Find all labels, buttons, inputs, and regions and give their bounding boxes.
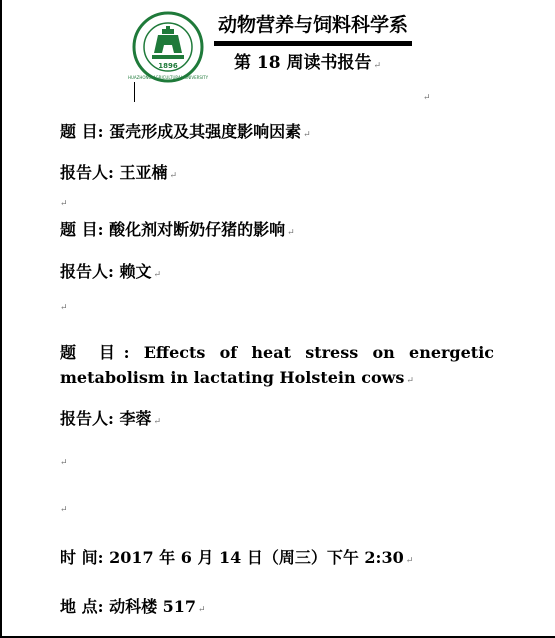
- talk3-presenter: 李蓉: [119, 409, 152, 428]
- time-label: 时 间:: [60, 548, 104, 567]
- paragraph-mark: ↵: [60, 303, 68, 313]
- talk2-title-label: 题 目:: [60, 220, 104, 239]
- talk2-presenter: 赖文: [119, 262, 152, 281]
- talk2-title-line: 题 目: 酸化剂对断奶仔猪的影响 ↵: [60, 220, 295, 239]
- talk3-presenter-line: 报告人: 李蓉 ↵: [60, 409, 162, 428]
- report-title: 第 18 周读书报告 ↵: [234, 53, 382, 73]
- talk3-title-line1: [60, 340, 494, 363]
- department-name: 动物营养与饲料科学系: [218, 14, 409, 36]
- time-line: 时 间: 2017 年 6 月 14 日（周三）下午 2:30 ↵: [60, 548, 414, 567]
- talk1-title-line: 题 目: 蛋壳形成及其强度影响因素 ↵: [60, 122, 311, 141]
- talk3-title-part2: metabolism in lactating Holstein cows: [60, 368, 405, 387]
- talk3-presenter-label: 报告人:: [60, 409, 114, 428]
- talk2-presenter-line: 报告人: 赖文 ↵: [60, 262, 162, 281]
- talk1-presenter-line: 报告人: 王亚楠 ↵: [60, 163, 178, 182]
- talk3-title-label: 题 目:: [60, 343, 130, 362]
- paragraph-mark: ↵: [60, 505, 68, 515]
- logo-ring-text: HUAZHONG AGRICULTURAL UNIVERSITY: [127, 75, 209, 80]
- paragraph-mark: ↵: [60, 199, 68, 209]
- location-line: 地 点: 动科楼 517 ↵: [60, 597, 206, 616]
- talk1-title-label: 题 目:: [60, 122, 104, 141]
- talk2-title: 酸化剂对断奶仔猪的影响: [109, 220, 286, 239]
- talk3-title-line2: metabolism in lactating Holstein cows ↵: [60, 368, 414, 387]
- talk2-presenter-label: 报告人:: [60, 262, 114, 281]
- university-logo: [127, 11, 209, 83]
- talk3-title-part1: Effects of heat stress on energetic: [143, 343, 495, 362]
- location-value: 动科楼 517: [109, 597, 197, 616]
- header-rule: [214, 41, 412, 46]
- page-left-border: [0, 0, 2, 638]
- text-cursor[interactable]: [134, 82, 135, 102]
- talk1-presenter-label: 报告人:: [60, 163, 114, 182]
- logo-year: 1896: [158, 62, 178, 70]
- paragraph-mark: ↵: [423, 93, 431, 103]
- talk1-title: 蛋壳形成及其强度影响因素: [109, 122, 302, 141]
- time-value: 2017 年 6 月 14 日（周三）下午 2:30: [109, 548, 404, 567]
- location-label: 地 点:: [60, 597, 104, 616]
- talk1-presenter: 王亚楠: [119, 163, 168, 182]
- paragraph-mark: ↵: [60, 458, 68, 468]
